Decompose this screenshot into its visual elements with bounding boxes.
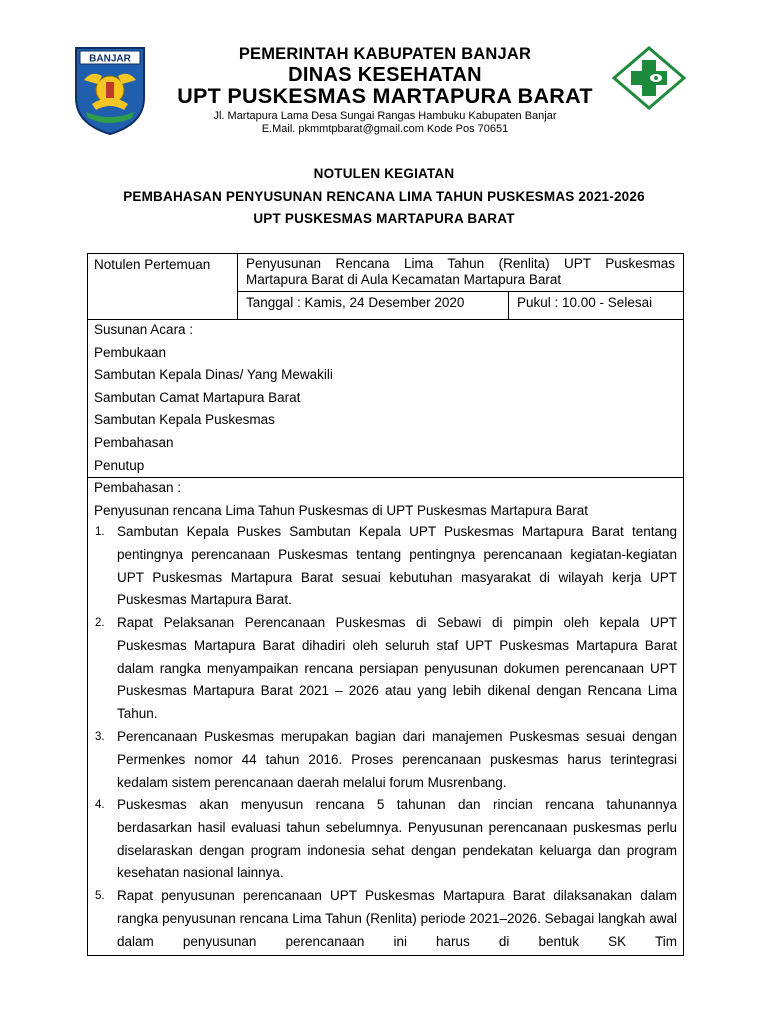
meeting-info-row xyxy=(88,254,683,320)
item-text: Perencanaan Puskesmas merupakan bagian dari manajemen Puskesmas sesuai dengan Permenkes nomor 44 tahun 2016. Proses perencanaan puskesmas harus terintegrasi kedalam sistem perencanaan daerah melalui forum Musrenbang. xyxy=(117,729,677,790)
item-text: Rapat penyusunan perencanaan UPT Puskesmas Martapura Barat dilaksanakan dalam rangka penyusunan rencana Lima Tahun (Renlita) periode 2021–2026. Sebagai langkah awal dalam penyusunan perencanaan ini harus di bentuk SK Tim xyxy=(117,888,677,949)
agenda-item: Sambutan Kepala Dinas/ Yang Mewakili xyxy=(94,367,333,382)
agenda-heading: Susunan Acara : xyxy=(94,322,194,337)
document-subtitle: PEMBAHASAN PENYUSUNAN RENCANA LIMA TAHUN PUSKESMAS 2021-2026 xyxy=(123,189,645,204)
discussion-intro: Penyusunan rencana Lima Tahun Puskesmas di UPT Puskesmas Martapura Barat xyxy=(94,503,589,518)
agenda-item: Penutup xyxy=(94,458,145,473)
item-number: 5. xyxy=(95,890,105,902)
address-line: Jl. Martapura Lama Desa Sungai Rangas Hambuku Kabupaten Banjar xyxy=(213,110,557,122)
unit-name: UPT PUSKESMAS MARTAPURA BARAT xyxy=(177,84,593,108)
agenda-item: Sambutan Kepala Puskesmas xyxy=(94,412,275,427)
document-title: NOTULEN KEGIATAN xyxy=(313,166,455,181)
emblem-label: BANJAR xyxy=(89,53,131,65)
agenda-item: Pembukaan xyxy=(94,345,167,360)
item-number: 1. xyxy=(95,526,105,538)
item-text: Sambutan Kepala Puskes Sambutan Kepala UPT Puskesmas Martapura Barat tentang pentingnya perencanaan Puskesmas tentang pentingnya perencanaan kegiatan-kegiatan UPT Puskesmas Martapura Barat sesuai kebutuhan masyarakat di wilayah kerja UPT Puskesmas Martapura Barat. xyxy=(117,524,677,608)
kabupaten-banjar-emblem-icon xyxy=(72,44,148,136)
item-number: 3. xyxy=(95,731,105,743)
letterhead xyxy=(0,0,768,140)
discussion-heading: Pembahasan : xyxy=(94,480,182,495)
agenda-item: Sambutan Camat Martapura Barat xyxy=(94,390,301,405)
item-number: 2. xyxy=(95,617,105,629)
item-number: 4. xyxy=(95,799,105,811)
meeting-date: Tanggal : Kamis, 24 Desember 2020 xyxy=(238,292,509,319)
minutes-table xyxy=(87,253,684,956)
document-unit-title: UPT PUSKESMAS MARTAPURA BARAT xyxy=(253,211,515,226)
agenda-item: Pembahasan xyxy=(94,435,174,450)
puskesmas-logo-icon xyxy=(612,46,686,110)
email-line: E.Mail. pkmmtpbarat@gmail.com Kode Pos 70651 xyxy=(261,123,509,135)
department-name: DINAS KESEHATAN xyxy=(288,64,482,86)
government-name: PEMERINTAH KABUPATEN BANJAR xyxy=(238,45,532,63)
meeting-time: Pukul : 10.00 - Selesai xyxy=(517,295,653,310)
meeting-topic: Penyusunan Rencana Lima Tahun (Renlita) UPT Puskesmas Martapura Barat di Aula Kecamatan Martapura Barat xyxy=(238,254,683,292)
item-text: Puskesmas akan menyusun rencana 5 tahunan dan rincian rencana tahunannya berdasarkan hasil evaluasi tahun sebelumnya. Penyusunan perencanaan puskesmas perlu diselaraskan dengan program indonesia sehat dengan pendekatan keluarga dan program kesehatan nasional lainnya. xyxy=(117,797,677,881)
meeting-label: Notulen Pertemuan xyxy=(88,254,238,319)
item-text: Rapat Pelaksanan Perencanaan Puskesmas di Sebawi di pimpin oleh kepala UPT Puskesmas Martapura Barat dihadiri oleh seluruh staf UPT Puskesmas Martapura Barat dalam rangka menyampaikan rencana persiapan penyusunan dokumen perencanaan UPT Puskesmas Martapura Barat 2021 – 2026 atau yang lebih dikenal dengan Rencana Lima Tahun. xyxy=(117,615,677,722)
discussion-section xyxy=(88,478,683,956)
agenda-section xyxy=(88,320,683,478)
